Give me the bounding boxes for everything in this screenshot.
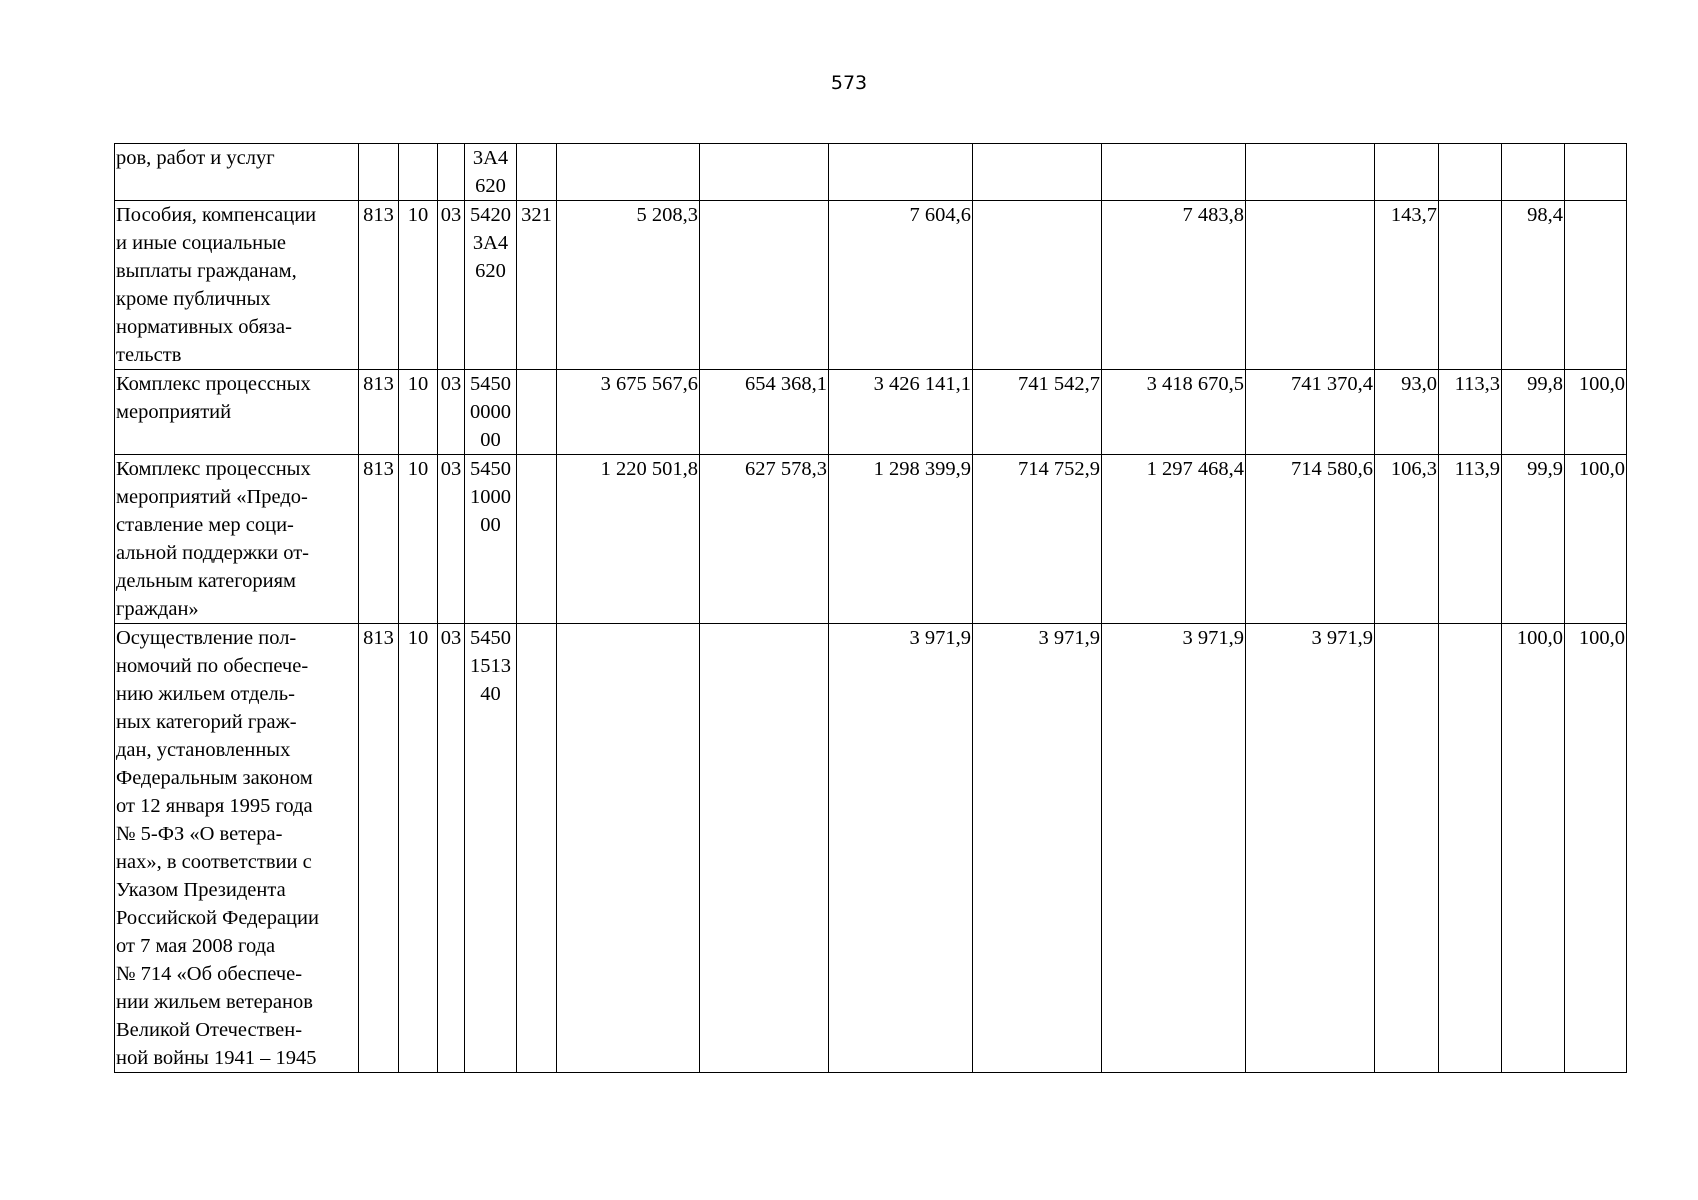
table-row <box>115 624 1627 1073</box>
row-name-line: от 12 января 1995 года <box>116 795 313 817</box>
amount-cell: 3 426 141,1 <box>829 370 973 455</box>
amount-cell <box>973 144 1102 201</box>
row-name-line: ной войны 1941 – 1945 <box>116 1047 317 1069</box>
percent-cell <box>1375 624 1439 1073</box>
percent-cell: 100,0 <box>1502 624 1565 1073</box>
amount-cell: 1 297 468,4 <box>1102 455 1246 624</box>
row-name-line: дан, установленных <box>116 739 291 761</box>
percent-cell <box>1502 144 1565 201</box>
vr-code-cell <box>517 455 557 624</box>
amount-cell: 741 370,4 <box>1246 370 1375 455</box>
row-name-line: альной поддержки от- <box>116 542 309 564</box>
gr-code-cell: 813 <box>359 455 399 624</box>
percent-cell <box>1439 144 1502 201</box>
percent-cell: 93,0 <box>1375 370 1439 455</box>
percent-cell <box>1439 201 1502 370</box>
amount-cell: 3 971,9 <box>973 624 1102 1073</box>
csr-code-line: 5450 <box>470 627 511 649</box>
csr-code-line: 1513 <box>470 655 511 677</box>
row-name-line: Пособия, компенсации <box>116 204 317 226</box>
csr-code-line: 1000 <box>470 486 511 508</box>
amount-cell: 7 604,6 <box>829 201 973 370</box>
row-name-line: нормативных обяза- <box>116 316 292 338</box>
amount-cell: 7 483,8 <box>1102 201 1246 370</box>
amount-cell: 3 971,9 <box>1102 624 1246 1073</box>
csr-code-line: 620 <box>475 175 506 197</box>
csr-code-cell <box>465 201 517 370</box>
row-name-line: Великой Отечествен- <box>116 1019 303 1041</box>
row-name-cell <box>115 144 359 201</box>
csr-code-line: 620 <box>475 260 506 282</box>
gr-code-cell: 813 <box>359 624 399 1073</box>
amount-cell <box>700 144 829 201</box>
row-name-line: Осуществление пол- <box>116 627 297 649</box>
row-name-line: Федеральным законом <box>116 767 313 789</box>
row-name-cell <box>115 201 359 370</box>
amount-cell: 627 578,3 <box>700 455 829 624</box>
pr-code-cell <box>438 144 465 201</box>
row-name-line: выплаты гражданам, <box>116 260 297 282</box>
amount-cell: 741 542,7 <box>973 370 1102 455</box>
csr-code-line: 5450 <box>470 373 511 395</box>
percent-cell: 98,4 <box>1502 201 1565 370</box>
page-number: 573 <box>830 72 868 94</box>
amount-cell: 1 298 399,9 <box>829 455 973 624</box>
amount-cell: 714 580,6 <box>1246 455 1375 624</box>
csr-code-line: 00 <box>480 514 501 536</box>
percent-cell: 113,9 <box>1439 455 1502 624</box>
csr-code-line: 3А4 <box>472 147 509 169</box>
amount-cell: 5 208,3 <box>557 201 700 370</box>
csr-code-cell <box>465 624 517 1073</box>
csr-code-cell <box>465 144 517 201</box>
csr-code-line: 5450 <box>470 458 511 480</box>
percent-cell: 99,9 <box>1502 455 1565 624</box>
amount-cell <box>700 201 829 370</box>
row-name-line: мероприятий <box>116 401 232 423</box>
row-name-line: нах», в соответствии с <box>116 851 312 873</box>
percent-cell: 100,0 <box>1565 455 1627 624</box>
row-name-line: Комплекс процессных <box>116 373 311 395</box>
amount-cell: 654 368,1 <box>700 370 829 455</box>
amount-cell <box>1102 144 1246 201</box>
row-name-line: и иные социальные <box>116 232 287 254</box>
row-name-line: № 5-ФЗ «О ветера- <box>116 823 283 845</box>
row-name-line: ных категорий граж- <box>116 711 297 733</box>
amount-cell: 3 971,9 <box>1246 624 1375 1073</box>
amount-cell <box>1246 201 1375 370</box>
gr-code-cell <box>359 144 399 201</box>
csr-code-line: 0000 <box>470 401 511 423</box>
row-name-cell <box>115 370 359 455</box>
gr-code-cell: 813 <box>359 201 399 370</box>
csr-code-line: 5420 <box>470 204 511 226</box>
csr-code-line: 3А4 <box>472 232 509 254</box>
amount-cell <box>557 144 700 201</box>
amount-cell <box>973 201 1102 370</box>
row-name-line: граждан» <box>116 598 199 620</box>
percent-cell <box>1439 624 1502 1073</box>
percent-cell: 100,0 <box>1565 624 1627 1073</box>
percent-cell: 100,0 <box>1565 370 1627 455</box>
row-name-cell <box>115 624 359 1073</box>
vr-code-cell <box>517 370 557 455</box>
row-name-line: кроме публичных <box>116 288 271 310</box>
pr-code-cell: 03 <box>438 624 465 1073</box>
row-name-line: Указом Президента <box>116 879 286 901</box>
row-name-line: № 714 «Об обеспече- <box>116 963 303 985</box>
rz-code-cell: 10 <box>399 370 438 455</box>
pr-code-cell: 03 <box>438 370 465 455</box>
table-row <box>115 144 1627 201</box>
row-name-line: Российской Федерации <box>116 907 319 929</box>
percent-cell <box>1565 144 1627 201</box>
row-name-line: от 7 мая 2008 года <box>116 935 276 957</box>
row-name-line: ставление мер соци- <box>116 514 294 536</box>
amount-cell <box>1246 144 1375 201</box>
csr-code-cell <box>465 370 517 455</box>
row-name-line: ров, работ и услуг <box>116 147 275 169</box>
table-row <box>115 201 1627 370</box>
gr-code-cell: 813 <box>359 370 399 455</box>
csr-code-cell <box>465 455 517 624</box>
amount-cell: 3 675 567,6 <box>557 370 700 455</box>
vr-code-cell <box>517 624 557 1073</box>
percent-cell: 99,8 <box>1502 370 1565 455</box>
row-name-line: нии жильем ветеранов <box>116 991 313 1013</box>
vr-code-cell <box>517 144 557 201</box>
amount-cell <box>829 144 973 201</box>
percent-cell <box>1375 144 1439 201</box>
amount-cell <box>557 624 700 1073</box>
row-name-line: нию жильем отдель- <box>116 683 295 705</box>
vr-code-cell: 321 <box>517 201 557 370</box>
percent-cell: 143,7 <box>1375 201 1439 370</box>
amount-cell <box>700 624 829 1073</box>
percent-cell: 113,3 <box>1439 370 1502 455</box>
amount-cell: 3 418 670,5 <box>1102 370 1246 455</box>
pr-code-cell: 03 <box>438 201 465 370</box>
rz-code-cell: 10 <box>399 455 438 624</box>
percent-cell <box>1565 201 1627 370</box>
rz-code-cell: 10 <box>399 624 438 1073</box>
table-row <box>115 370 1627 455</box>
rz-code-cell <box>399 144 438 201</box>
pr-code-cell: 03 <box>438 455 465 624</box>
amount-cell: 1 220 501,8 <box>557 455 700 624</box>
amount-cell: 714 752,9 <box>973 455 1102 624</box>
rz-code-cell: 10 <box>399 201 438 370</box>
row-name-line: Комплекс процессных <box>116 458 311 480</box>
row-name-line: номочий по обеспече- <box>116 655 309 677</box>
row-name-line: дельным категориям <box>116 570 296 592</box>
row-name-line: тельств <box>116 344 182 366</box>
row-name-line: мероприятий «Предо- <box>116 486 308 508</box>
percent-cell: 106,3 <box>1375 455 1439 624</box>
table-body <box>115 144 1627 1073</box>
amount-cell: 3 971,9 <box>829 624 973 1073</box>
csr-code-line: 00 <box>480 429 501 451</box>
budget-table <box>114 143 1627 1073</box>
row-name-cell <box>115 455 359 624</box>
csr-code-line: 40 <box>480 683 501 705</box>
table-row <box>115 455 1627 624</box>
